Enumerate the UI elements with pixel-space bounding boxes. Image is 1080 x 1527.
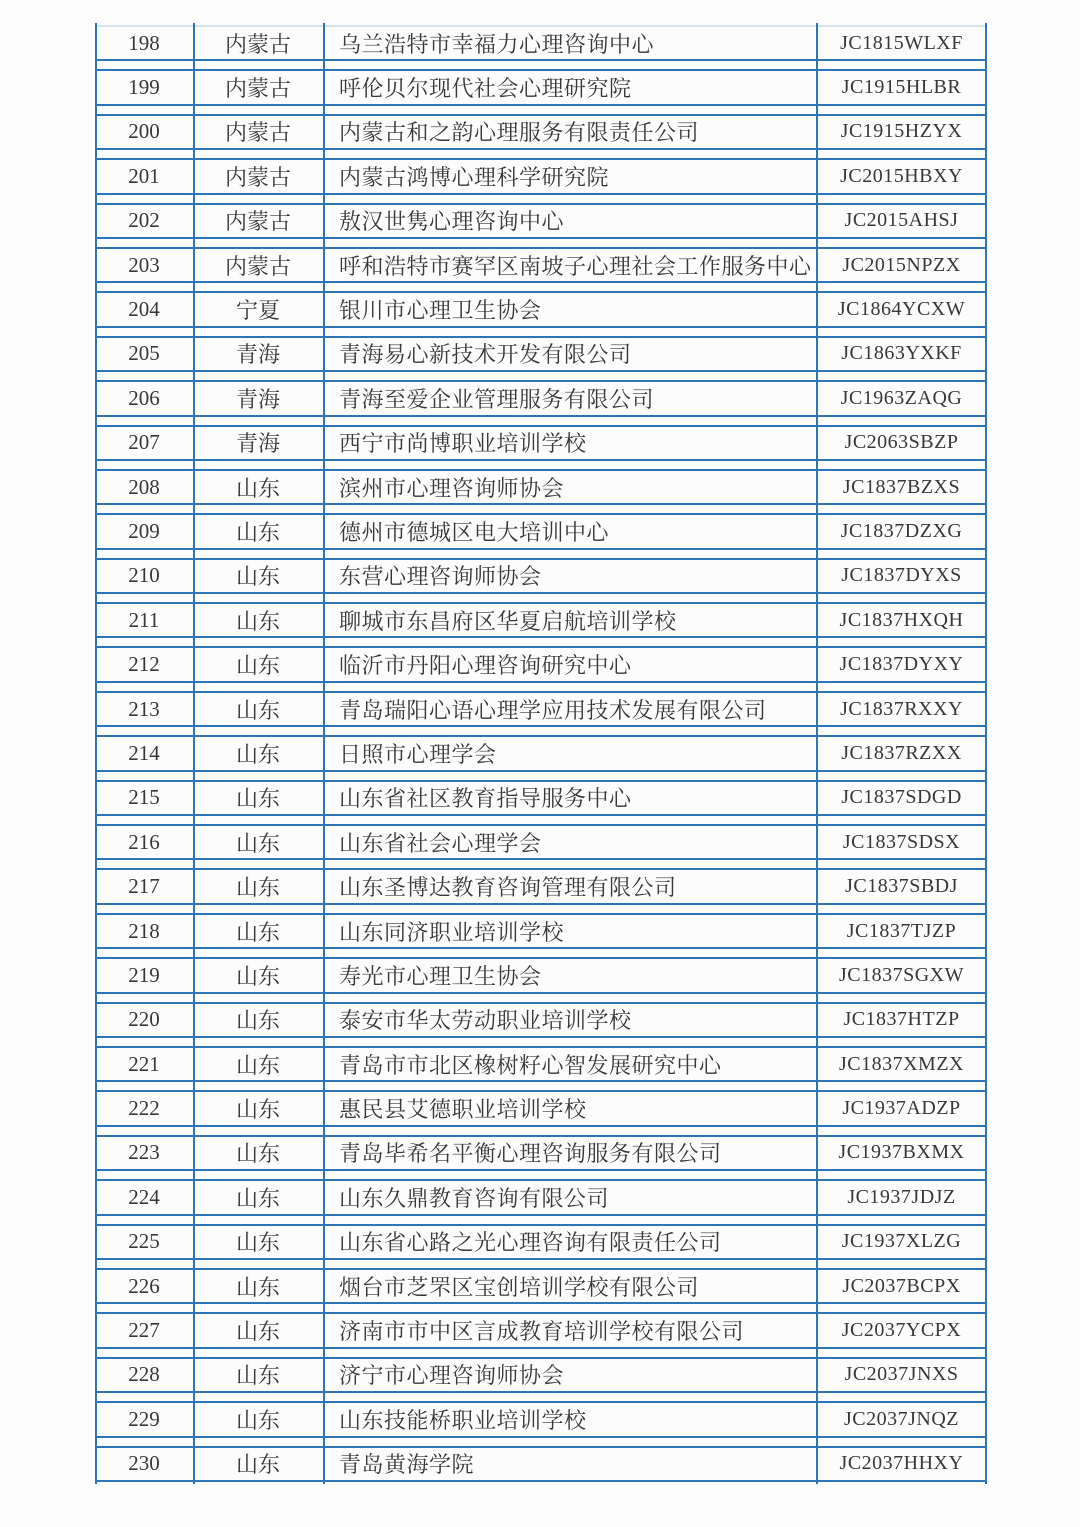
region-cell: 内蒙古	[224, 209, 291, 235]
row-number-cell: 199	[128, 75, 160, 100]
code-cell: JC1837TJZP	[846, 919, 957, 942]
org-name-cell: 济南市市中区言成教育培训学校有限公司	[339, 1319, 745, 1345]
table-row	[95, 1224, 987, 1260]
region-cell: 山东	[235, 1008, 280, 1034]
table-row	[95, 1002, 987, 1038]
region-cell: 内蒙古	[224, 120, 291, 146]
column-divider-region-name	[323, 23, 325, 1484]
org-name-cell: 青海易心新技术开发有限公司	[339, 342, 632, 368]
org-name-cell: 泰安市华太劳动职业培训学校	[339, 1008, 632, 1034]
region-cell: 山东	[235, 919, 280, 945]
table-row	[95, 336, 987, 372]
region-cell: 山东	[235, 830, 280, 856]
region-cell: 山东	[235, 1274, 280, 1300]
org-name-cell: 德州市德城区电大培训中心	[339, 519, 610, 545]
code-cell: JC1837HXQH	[839, 608, 964, 631]
org-name-cell: 银川市心理卫生协会	[339, 298, 542, 324]
row-number-cell: 220	[128, 1007, 160, 1032]
code-cell: JC1837DZXG	[840, 519, 963, 542]
table-row	[95, 513, 987, 549]
table-row	[95, 957, 987, 993]
region-cell: 山东	[235, 519, 280, 545]
row-number-cell: 225	[128, 1229, 160, 1254]
row-number-cell: 213	[128, 696, 160, 721]
org-name-cell: 青海至爱企业管理服务有限公司	[339, 386, 655, 412]
table-body	[95, 25, 987, 1490]
org-name-cell: 青岛黄海学院	[339, 1452, 475, 1478]
table-row	[95, 602, 987, 638]
table-row	[95, 1179, 987, 1215]
org-name-cell: 乌兰浩特市幸福力心理咨询中心	[339, 31, 655, 57]
row-number-cell: 210	[128, 563, 160, 588]
region-cell: 山东	[235, 1230, 280, 1256]
region-cell: 山东	[235, 1185, 280, 1211]
org-name-cell: 山东省心路之光心理咨询有限责任公司	[339, 1230, 722, 1256]
code-cell: JC1837XMZX	[838, 1052, 964, 1075]
code-cell: JC1837DYXS	[841, 564, 962, 587]
row-number-cell: 228	[128, 1362, 160, 1387]
row-number-cell: 227	[128, 1318, 160, 1343]
code-cell: JC1915HZYX	[840, 120, 963, 143]
region-cell: 山东	[235, 1141, 280, 1167]
row-number-cell: 216	[128, 829, 160, 854]
org-name-cell: 青岛瑞阳心语心理学应用技术发展有限公司	[339, 697, 767, 723]
code-cell: JC2015AHSJ	[844, 209, 959, 232]
region-cell: 宁夏	[235, 298, 280, 324]
region-cell: 山东	[235, 1407, 280, 1433]
table-row	[95, 1312, 987, 1348]
row-number-cell: 201	[128, 163, 160, 188]
table-row	[95, 69, 987, 105]
org-name-cell: 内蒙古鸿博心理科学研究院	[339, 164, 610, 190]
region-cell: 内蒙古	[224, 253, 291, 279]
row-number-cell: 200	[128, 119, 160, 144]
table-row	[95, 1090, 987, 1126]
org-name-cell: 烟台市芝罘区宝创培训学校有限公司	[339, 1274, 700, 1300]
code-cell: JC1937XLZG	[841, 1230, 962, 1253]
table-row	[95, 1357, 987, 1393]
row-number-cell: 204	[128, 297, 160, 322]
region-cell: 山东	[235, 564, 280, 590]
table-row	[95, 868, 987, 904]
code-cell: JC1937BXMX	[838, 1141, 965, 1164]
row-number-cell: 222	[128, 1096, 160, 1121]
table-row	[95, 1446, 987, 1482]
org-name-cell: 临沂市丹阳心理咨询研究中心	[339, 653, 632, 679]
org-name-cell: 聊城市东昌府区华夏启航培训学校	[339, 608, 677, 634]
code-cell: JC1937JDJZ	[847, 1185, 956, 1208]
table-row	[95, 1268, 987, 1304]
region-cell: 山东	[235, 741, 280, 767]
row-number-cell: 221	[128, 1051, 160, 1076]
row-number-cell: 207	[128, 430, 160, 455]
table-row	[95, 114, 987, 150]
code-cell: JC2037YCPX	[841, 1319, 962, 1342]
region-cell: 山东	[235, 1363, 280, 1389]
region-cell: 青海	[235, 431, 280, 457]
row-number-cell: 203	[128, 252, 160, 277]
org-name-cell: 青岛毕希名平衡心理咨询服务有限公司	[339, 1141, 722, 1167]
column-divider-name-code	[816, 23, 818, 1484]
table-row	[95, 691, 987, 727]
table-left-border	[95, 23, 97, 1484]
table-row	[95, 247, 987, 283]
table-row	[95, 824, 987, 860]
table-row	[95, 25, 987, 61]
region-cell: 山东	[235, 1052, 280, 1078]
column-divider-number-region	[193, 23, 195, 1484]
org-name-cell: 济宁市心理咨询师协会	[339, 1363, 565, 1389]
code-cell: JC1837DYXY	[839, 653, 964, 676]
row-number-cell: 215	[128, 785, 160, 810]
code-cell: JC1864YCXW	[837, 298, 966, 321]
row-number-cell: 212	[128, 652, 160, 677]
row-number-cell: 214	[128, 740, 160, 765]
table-row	[95, 380, 987, 416]
code-cell: JC1837BZXS	[842, 475, 961, 498]
code-cell: JC1863YXKF	[841, 342, 962, 365]
row-number-cell: 229	[128, 1406, 160, 1431]
code-cell: JC2063SBZP	[844, 431, 959, 454]
row-number-cell: 205	[128, 341, 160, 366]
row-number-cell: 226	[128, 1273, 160, 1298]
code-cell: JC1815WLXF	[840, 31, 963, 54]
table-right-border	[985, 23, 987, 1484]
table-row	[95, 1135, 987, 1171]
region-cell: 青海	[235, 342, 280, 368]
table-row	[95, 1046, 987, 1082]
code-cell: JC1837SBDJ	[845, 875, 958, 898]
table-row	[95, 1401, 987, 1437]
org-name-cell: 内蒙古和之韵心理服务有限责任公司	[339, 120, 700, 146]
table-row	[95, 646, 987, 682]
table-row	[95, 780, 987, 816]
code-cell: JC1837SDGD	[841, 786, 962, 809]
org-name-cell: 日照市心理学会	[339, 741, 497, 767]
institutions-table	[95, 23, 987, 1484]
code-cell: JC2015HBXY	[840, 164, 963, 187]
row-number-cell: 223	[128, 1140, 160, 1165]
org-name-cell: 敖汉世隽心理咨询中心	[339, 209, 565, 235]
region-cell: 内蒙古	[224, 164, 291, 190]
region-cell: 内蒙古	[224, 31, 291, 57]
table-row	[95, 913, 987, 949]
region-cell: 山东	[235, 1319, 280, 1345]
row-number-cell: 230	[128, 1451, 160, 1476]
code-cell: JC1837HTZP	[843, 1008, 960, 1031]
org-name-cell: 山东久鼎教育咨询有限公司	[339, 1185, 610, 1211]
row-number-cell: 211	[128, 607, 160, 632]
row-number-cell: 202	[128, 208, 160, 233]
org-name-cell: 西宁市尚博职业培训学校	[339, 431, 587, 457]
org-name-cell: 山东省社区教育指导服务中心	[339, 786, 632, 812]
region-cell: 山东	[235, 963, 280, 989]
org-name-cell: 呼伦贝尔现代社会心理研究院	[339, 76, 632, 102]
code-cell: JC1837RXXY	[840, 697, 963, 720]
table-row	[95, 291, 987, 327]
region-cell: 青海	[235, 386, 280, 412]
table-row	[95, 469, 987, 505]
table-row	[95, 158, 987, 194]
region-cell: 山东	[235, 786, 280, 812]
code-cell: JC1963ZAQG	[840, 386, 963, 409]
code-cell: JC2037JNXS	[844, 1363, 959, 1386]
region-cell: 山东	[235, 1452, 280, 1478]
org-name-cell: 山东省社会心理学会	[339, 830, 542, 856]
region-cell: 山东	[235, 875, 280, 901]
region-cell: 山东	[235, 1097, 280, 1123]
region-cell: 山东	[235, 608, 280, 634]
org-name-cell: 山东技能桥职业培训学校	[339, 1407, 587, 1433]
table-row	[95, 203, 987, 239]
row-number-cell: 208	[128, 474, 160, 499]
org-name-cell: 青岛市市北区橡树籽心智发展研究中心	[339, 1052, 722, 1078]
org-name-cell: 滨州市心理咨询师协会	[339, 475, 565, 501]
region-cell: 山东	[235, 475, 280, 501]
org-name-cell: 呼和浩特市赛罕区南坡子心理社会工作服务中心	[339, 253, 812, 279]
region-cell: 山东	[235, 697, 280, 723]
row-number-cell: 206	[128, 385, 160, 410]
org-name-cell: 惠民县艾德职业培训学校	[339, 1097, 587, 1123]
code-cell: JC1937ADZP	[842, 1097, 961, 1120]
org-name-cell: 山东圣博达教育咨询管理有限公司	[339, 875, 677, 901]
code-cell: JC2037JNQZ	[843, 1407, 959, 1430]
region-cell: 山东	[235, 653, 280, 679]
code-cell: JC2037BCPX	[842, 1274, 961, 1297]
org-name-cell: 寿光市心理卫生协会	[339, 963, 542, 989]
code-cell: JC2037HHXY	[839, 1452, 964, 1475]
row-number-cell: 209	[128, 518, 160, 543]
code-cell: JC1837SDSX	[842, 830, 961, 853]
table-row	[95, 425, 987, 461]
row-number-cell: 198	[128, 30, 160, 55]
row-number-cell: 218	[128, 918, 160, 943]
org-name-cell: 山东同济职业培训学校	[339, 919, 565, 945]
code-cell: JC1837RZXX	[841, 741, 962, 764]
row-number-cell: 217	[128, 874, 160, 899]
table-row	[95, 558, 987, 594]
region-cell: 内蒙古	[224, 76, 291, 102]
org-name-cell: 东营心理咨询师协会	[339, 564, 542, 590]
code-cell: JC1837SGXW	[838, 963, 964, 986]
code-cell: JC2015NPZX	[842, 253, 961, 276]
row-number-cell: 224	[128, 1184, 160, 1209]
row-number-cell: 219	[128, 962, 160, 987]
code-cell: JC1915HLBR	[841, 76, 962, 99]
table-row	[95, 735, 987, 771]
